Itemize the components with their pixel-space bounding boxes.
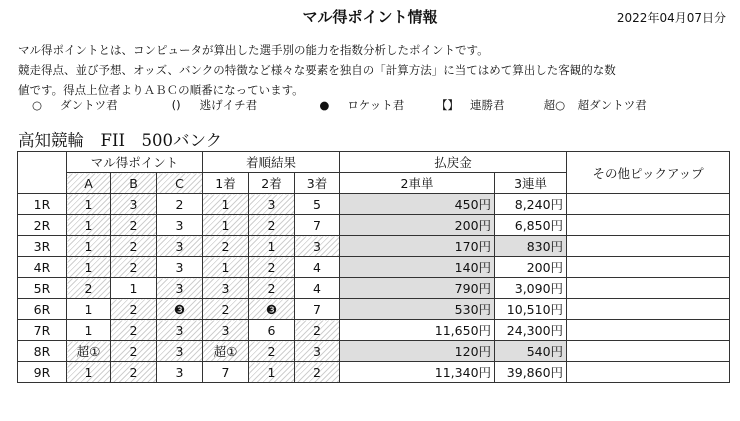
legend-label: 超ダントツ君 — [577, 98, 647, 112]
trifecta-payout-cell: 8,240円 — [495, 194, 567, 215]
race-cell: 2R — [18, 215, 67, 236]
first-place-cell: 3 — [203, 278, 249, 299]
trifecta-payout-cell: 830円 — [495, 236, 567, 257]
third-place-cell: 3 — [295, 341, 340, 362]
other-pickup-cell — [567, 320, 730, 341]
legend-label: 逃げイチ君 — [199, 98, 258, 112]
second-place-cell: 1 — [249, 362, 295, 383]
race-cell: 6R — [18, 299, 67, 320]
point-a-cell: 2 — [67, 278, 111, 299]
trifecta-payout-cell: 3,090円 — [495, 278, 567, 299]
col-b-header: B — [111, 173, 157, 194]
first-place-cell: 1 — [203, 257, 249, 278]
legend-label: ロケット君 — [347, 98, 405, 112]
point-b-cell: 2 — [111, 257, 157, 278]
point-b-cell: 2 — [111, 320, 157, 341]
col-c-header: C — [157, 173, 203, 194]
point-a-cell: 1 — [67, 299, 111, 320]
exacta-payout-cell: 530円 — [340, 299, 495, 320]
first-place-cell: 3 — [203, 320, 249, 341]
col-trifecta-header: 3連単 — [495, 173, 567, 194]
first-place-cell: 超① — [203, 341, 249, 362]
trifecta-payout-cell: 200円 — [495, 257, 567, 278]
second-place-cell: ❸ — [249, 299, 295, 320]
race-header — [18, 152, 67, 194]
legend-symbol: () — [171, 98, 181, 112]
race-cell: 5R — [18, 278, 67, 299]
table-row — [18, 299, 730, 320]
other-pickup-cell — [567, 257, 730, 278]
exacta-payout-cell: 450円 — [340, 194, 495, 215]
exacta-payout-cell: 120円 — [340, 341, 495, 362]
col-exacta-header: 2車単 — [340, 173, 495, 194]
legend-label: ダントツ君 — [60, 98, 118, 112]
point-c-cell: 3 — [157, 362, 203, 383]
other-pickup-cell — [567, 236, 730, 257]
points-header: マル得ポイント — [67, 152, 203, 173]
race-cell: 8R — [18, 341, 67, 362]
exacta-payout-cell: 140円 — [340, 257, 495, 278]
col-second-header: 2着 — [249, 173, 295, 194]
exacta-payout-cell: 790円 — [340, 278, 495, 299]
first-place-cell: 2 — [203, 299, 249, 320]
description-line: 競走得点、並び予想、オッズ、バンクの特徴など様々な要素を独自の「計算方法」に当てはめて算出した客観的な数 — [18, 63, 616, 77]
legend-symbol: 【】 — [435, 98, 459, 112]
other-pickup-cell — [567, 362, 730, 383]
third-place-cell: 4 — [295, 257, 340, 278]
point-c-cell: 3 — [157, 341, 203, 362]
race-cell: 9R — [18, 362, 67, 383]
point-b-cell: 2 — [111, 299, 157, 320]
table-row — [18, 194, 730, 215]
third-place-cell: 7 — [295, 299, 340, 320]
second-place-cell: 2 — [249, 341, 295, 362]
second-place-cell: 1 — [249, 236, 295, 257]
exacta-payout-cell: 11,650円 — [340, 320, 495, 341]
first-place-cell: 1 — [203, 215, 249, 236]
legend-label: 連勝君 — [469, 98, 505, 112]
first-place-cell: 7 — [203, 362, 249, 383]
table-row — [18, 341, 730, 362]
third-place-cell: 2 — [295, 320, 340, 341]
point-a-cell: 1 — [67, 194, 111, 215]
point-c-cell: 3 — [157, 257, 203, 278]
table-row — [18, 278, 730, 299]
col-a-header: A — [67, 173, 111, 194]
legend-symbol: ● — [319, 98, 330, 112]
point-a-cell: 1 — [67, 257, 111, 278]
point-b-cell: 3 — [111, 194, 157, 215]
point-c-cell: 3 — [157, 236, 203, 257]
payout-header: 払戻金 — [340, 152, 567, 173]
description-line: 値です。得点上位者よりＡＢＣの順番になっています。 — [18, 83, 304, 97]
trifecta-payout-cell: 540円 — [495, 341, 567, 362]
other-pickup-cell — [567, 194, 730, 215]
trifecta-payout-cell: 10,510円 — [495, 299, 567, 320]
table-row — [18, 362, 730, 383]
point-b-cell: 2 — [111, 236, 157, 257]
race-cell: 4R — [18, 257, 67, 278]
trifecta-payout-cell: 24,300円 — [495, 320, 567, 341]
first-place-cell: 2 — [203, 236, 249, 257]
description — [18, 40, 730, 100]
point-c-cell: 3 — [157, 320, 203, 341]
second-place-cell: 2 — [249, 257, 295, 278]
third-place-cell: 2 — [295, 362, 340, 383]
col-first-header: 1着 — [203, 173, 249, 194]
race-cell: 7R — [18, 320, 67, 341]
table-row — [18, 236, 730, 257]
point-b-cell: 1 — [111, 278, 157, 299]
legend-symbol: ○ — [32, 98, 43, 112]
second-place-cell: 2 — [249, 215, 295, 236]
first-place-cell: 1 — [203, 194, 249, 215]
results-body — [18, 194, 730, 383]
second-place-cell: 6 — [249, 320, 295, 341]
second-place-cell: 3 — [249, 194, 295, 215]
results-table — [17, 151, 730, 383]
point-a-cell: 1 — [67, 320, 111, 341]
legend — [32, 97, 647, 113]
point-b-cell: 2 — [111, 341, 157, 362]
other-header: その他ピックアップ — [567, 152, 730, 194]
point-a-cell: 1 — [67, 362, 111, 383]
point-c-cell: ❸ — [157, 299, 203, 320]
col-third-header: 3着 — [295, 173, 340, 194]
exacta-payout-cell: 11,340円 — [340, 362, 495, 383]
race-cell: 1R — [18, 194, 67, 215]
third-place-cell: 5 — [295, 194, 340, 215]
other-pickup-cell — [567, 278, 730, 299]
point-b-cell: 2 — [111, 362, 157, 383]
venue-title: 高知競輪 FII 500バンク — [18, 131, 223, 150]
date-label: 2022年04月07日分 — [616, 11, 726, 25]
exacta-payout-cell: 170円 — [340, 236, 495, 257]
trifecta-payout-cell: 6,850円 — [495, 215, 567, 236]
table-row — [18, 215, 730, 236]
point-a-cell: 1 — [67, 215, 111, 236]
point-b-cell: 2 — [111, 215, 157, 236]
page-title: マル得ポイント情報 — [302, 8, 438, 26]
other-pickup-cell — [567, 215, 730, 236]
trifecta-payout-cell: 39,860円 — [495, 362, 567, 383]
results-header: 着順結果 — [203, 152, 340, 173]
legend-symbol: 超○ — [543, 98, 566, 112]
other-pickup-cell — [567, 341, 730, 362]
point-a-cell: 超① — [67, 341, 111, 362]
point-a-cell: 1 — [67, 236, 111, 257]
table-row — [18, 257, 730, 278]
exacta-payout-cell: 200円 — [340, 215, 495, 236]
point-c-cell: 2 — [157, 194, 203, 215]
table-row — [18, 320, 730, 341]
third-place-cell: 3 — [295, 236, 340, 257]
second-place-cell: 2 — [249, 278, 295, 299]
race-cell: 3R — [18, 236, 67, 257]
third-place-cell: 7 — [295, 215, 340, 236]
point-c-cell: 3 — [157, 278, 203, 299]
point-c-cell: 3 — [157, 215, 203, 236]
other-pickup-cell — [567, 299, 730, 320]
description-line: マル得ポイントとは、コンピュータが算出した選手別の能力を指数分析したポイントです。 — [18, 43, 489, 57]
third-place-cell: 4 — [295, 278, 340, 299]
